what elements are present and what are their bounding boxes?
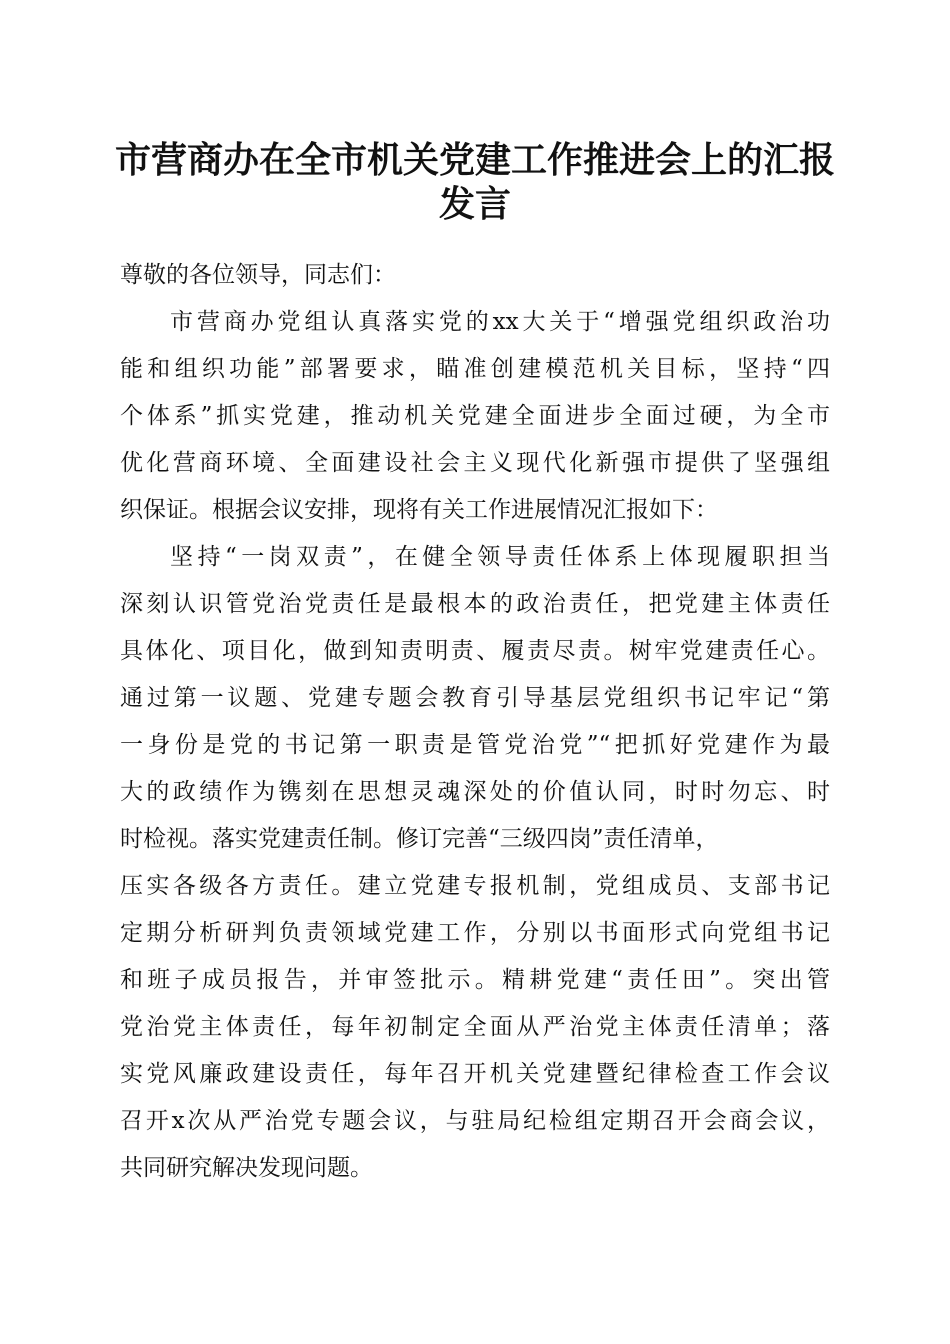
body-line: 和班子成员报告，并审签批示。精耕党建“责任田”。突出管: [120, 967, 830, 993]
body-line: 织保证。根据会议安排，现将有关工作进展情况汇报如下：: [120, 497, 718, 523]
body-line: 大的政绩作为镌刻在思想灵魂深处的价值认同，时时勿忘、时: [120, 779, 830, 805]
body-line: 市营商办党组认真落实党的xx大关于“增强党组织政治功: [170, 309, 830, 335]
body-line: 具体化、项目化，做到知责明责、履责尽责。树牢党建责任心。: [120, 638, 830, 664]
body-line: 个体系”抓实党建，推动机关党建全面进步全面过硬，为全市: [120, 403, 830, 429]
body-line: 坚持“一岗双责”，在健全领导责任体系上体现履职担当: [170, 544, 830, 570]
body-line: 定期分析研判负责领域党建工作，分别以书面形式向党组书记: [120, 920, 830, 946]
document-body: [120, 252, 830, 1192]
body-line: 召开x次从严治党专题会议，与驻局纪检组定期召开会商会议，: [120, 1108, 830, 1134]
document-title-line-2: 发言: [438, 183, 511, 225]
body-line: 党治党主体责任，每年初制定全面从严治党主体责任清单；落: [120, 1014, 830, 1040]
body-line: 共同研究解决发现问题。: [120, 1155, 373, 1181]
body-line: 优化营商环境、全面建设社会主义现代化新强市提供了坚强组: [120, 450, 830, 476]
body-line: 实党风廉政建设责任，每年召开机关党建暨纪律检查工作会议: [120, 1061, 830, 1087]
body-line: 压实各级各方责任。建立党建专报机制，党组成员、支部书记: [120, 873, 830, 899]
document-title-line-1: 市营商办在全市机关党建工作推进会上的汇报: [114, 139, 835, 181]
body-line: 通过第一议题、党建专题会教育引导基层党组织书记牢记“第: [120, 685, 830, 711]
body-line: 深刻认识管党治党责任是最根本的政治责任，把党建主体责任: [120, 591, 830, 617]
body-line: 时检视。落实党建责任制。修订完善“三级四岗”责任清单，: [120, 826, 719, 852]
body-line: 一身份是党的书记第一职责是管党治党”“把抓好党建作为最: [120, 732, 830, 758]
body-line: 能和组织功能”部署要求，瞄准创建模范机关目标，坚持“四: [120, 356, 830, 382]
salutation: 尊敬的各位领导，同志们：: [120, 262, 396, 288]
